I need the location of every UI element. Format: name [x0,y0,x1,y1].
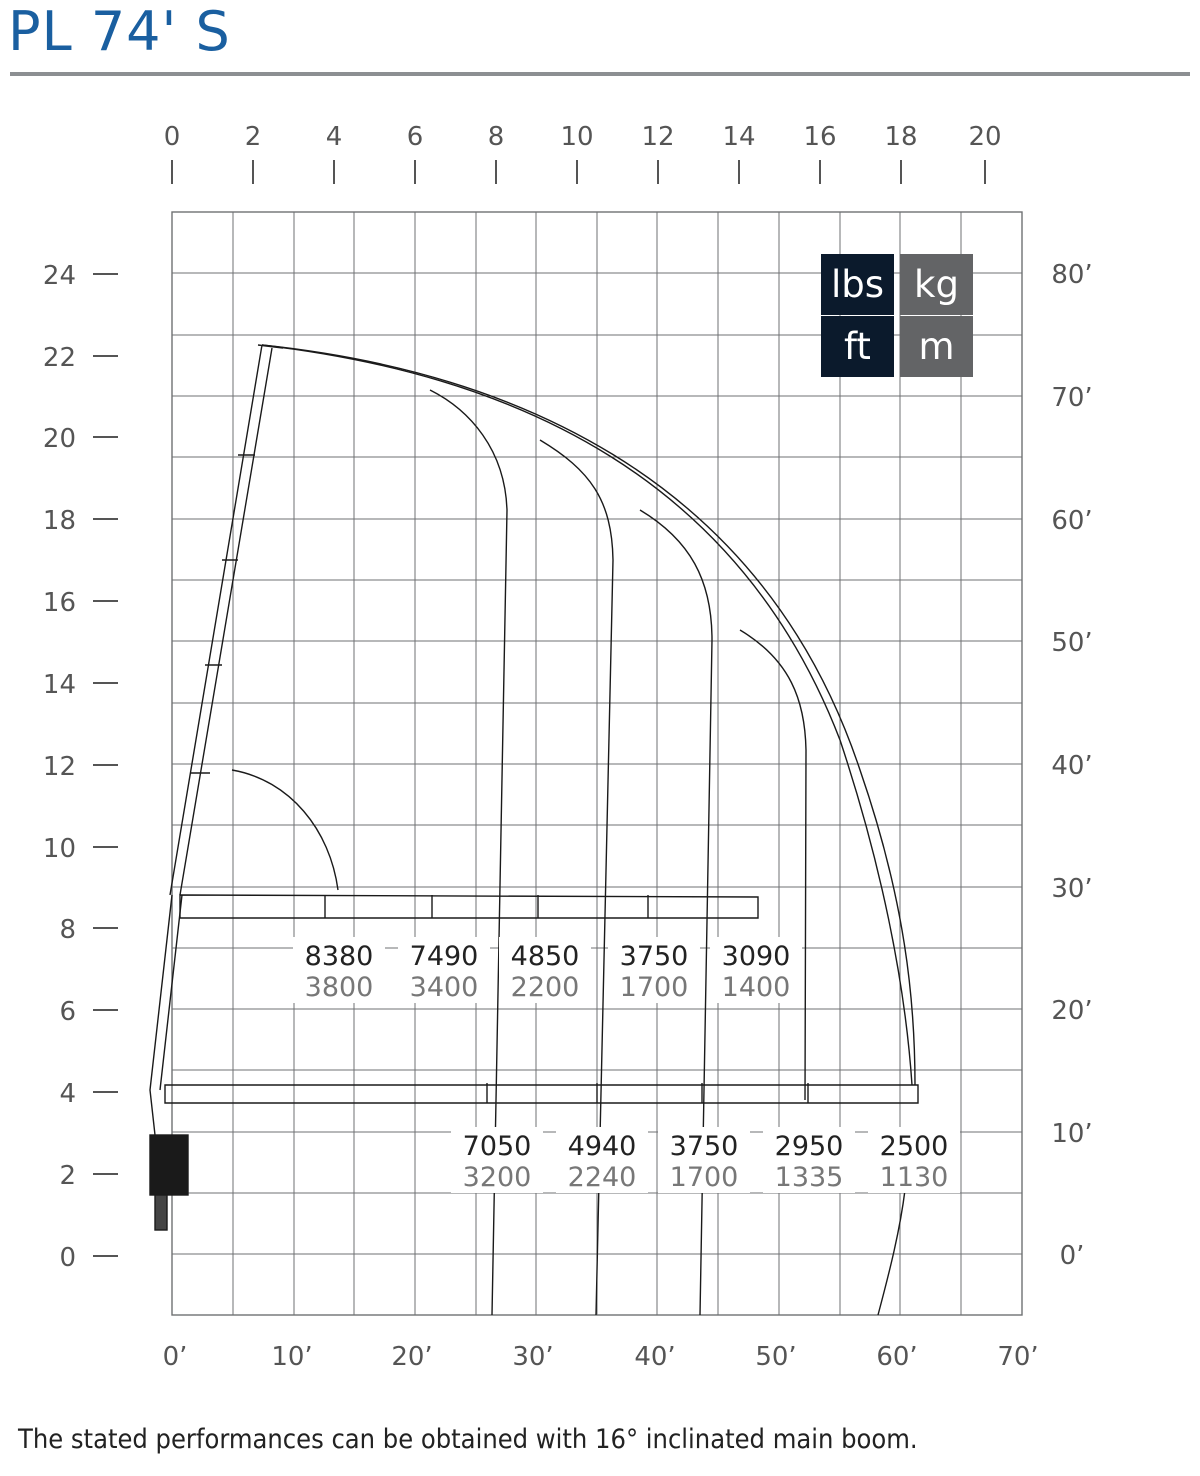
main-boom [170,345,283,895]
top-axis-tick-label: 14 [722,122,756,152]
left-axis-tick-label: 20 [42,424,76,454]
left-axis-tick-label: 6 [59,997,76,1027]
upper-load-lbs-value: 7490 [409,941,479,972]
left-axis-tick-label: 16 [42,588,76,618]
slew-curve-3 [640,510,712,1315]
bottom-axis-tick-label: 0’ [162,1342,188,1372]
bottom-axis-tick-label: 30’ [512,1342,554,1372]
bottom-axis-tick-label: 50’ [755,1342,797,1372]
lower-load-kg-value: 2240 [567,1162,637,1193]
left-axis-tick-label: 12 [42,752,76,782]
top-axis-tick-label: 6 [406,122,424,152]
left-axis-tick-label: 18 [42,506,76,536]
lower-load-kg-value: 1700 [669,1162,739,1193]
right-axis-tick-label: 10’ [1051,1119,1093,1149]
bottom-axis-tick-label: 10’ [271,1342,313,1372]
lower-load-kg-value: 3200 [462,1162,532,1193]
bottom-axis-tick-label: 40’ [634,1342,676,1372]
unit-m-label: m [900,316,973,377]
top-axis-tick-label: 2 [244,122,262,152]
right-axis-tick-label: 70’ [1051,383,1093,413]
right-axis-tick-label: 50’ [1051,628,1093,658]
upper-load-lbs-value: 3750 [619,941,689,972]
right-axis-tick-label: 0’ [1059,1241,1085,1271]
top-axis-tick-label: 16 [803,122,837,152]
lower-load-lbs-value: 4940 [567,1131,637,1162]
right-axis-tick-label: 40’ [1051,751,1093,781]
unit-lbs-label: lbs [821,254,894,315]
upper-boom [180,895,758,918]
lower-load-lbs-value: 2950 [774,1131,844,1162]
footnote-text: The stated performances can be obtained with 16° inclinated main boom. [18,1424,918,1455]
top-axis-tick-label: 8 [487,122,505,152]
jib-sweep-curve [232,770,338,890]
upper-load-lbs-value: 3090 [721,941,791,972]
page-title: PL 74' S [8,0,231,63]
unit-kg-label: kg [900,254,973,315]
left-axis-tick-label: 22 [42,343,76,373]
lower-load-lbs-value: 2500 [879,1131,949,1162]
right-axis-tick-label: 20’ [1051,996,1093,1026]
left-axis-tick-label: 14 [42,670,76,700]
top-axis-tick-label: 20 [968,122,1002,152]
upper-load-kg-value: 1400 [721,972,791,1003]
upper-load-lbs-value: 4850 [510,941,580,972]
unit-ft-label: ft [821,316,894,377]
left-axis-tick-label: 0 [59,1243,76,1273]
top-axis-tick-label: 18 [884,122,918,152]
upper-load-kg-value: 1700 [619,972,689,1003]
bottom-axis-tick-label: 20’ [391,1342,433,1372]
lower-sweep-curve [878,1190,905,1315]
left-axis-tick-label: 4 [59,1079,76,1109]
bottom-axis-tick-label: 60’ [876,1342,918,1372]
left-axis-tick-label: 2 [59,1161,76,1191]
top-axis-tick-label: 0 [163,122,181,152]
left-axis-tick-label: 24 [42,261,76,291]
top-axis-tick-label: 12 [641,122,675,152]
right-axis-tick-label: 30’ [1051,874,1093,904]
upper-load-kg-value: 3400 [409,972,479,1003]
lower-load-kg-value: 1335 [774,1162,844,1193]
top-axis-tick-label: 4 [325,122,343,152]
bottom-axis-tick-label: 70’ [997,1342,1039,1372]
lower-load-kg-value: 1130 [879,1162,949,1193]
left-axis-tick-label: 8 [59,915,76,945]
lower-load-lbs-value: 3750 [669,1131,739,1162]
upper-load-kg-value: 3800 [304,972,374,1003]
right-axis-tick-label: 80’ [1051,260,1093,290]
slew-curve-4 [740,630,806,1100]
upper-load-kg-value: 2200 [510,972,580,1003]
right-axis-tick-label: 60’ [1051,506,1093,536]
top-axis-tick-label: 10 [560,122,594,152]
left-axis-tick-label: 10 [42,834,76,864]
upper-load-lbs-value: 8380 [304,941,374,972]
crane-base [150,1135,188,1195]
lower-load-lbs-value: 7050 [462,1131,532,1162]
